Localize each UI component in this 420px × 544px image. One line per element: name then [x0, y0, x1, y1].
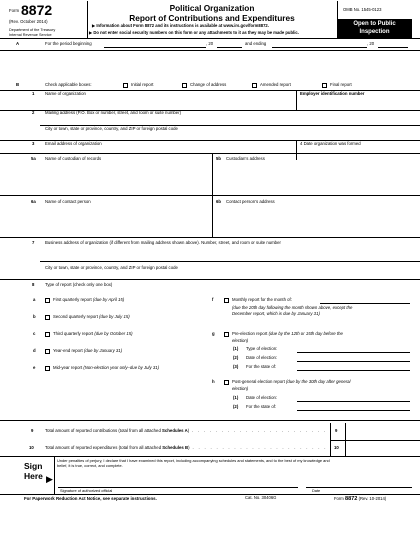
month-field[interactable] [320, 303, 410, 304]
signature-label: Signature of authorized official [60, 488, 113, 493]
line-b-letter: B [16, 82, 20, 87]
rule-3 [0, 153, 420, 154]
ein-label: Employer identification number [300, 91, 365, 96]
date-field[interactable] [306, 471, 412, 487]
line-8-number: 8 [32, 282, 35, 287]
pre-election-cont: election) [232, 338, 249, 343]
line-3-number: 3 [32, 141, 35, 146]
business-city-field[interactable] [45, 272, 410, 278]
signature-field[interactable] [58, 471, 298, 487]
initial-report-checkbox[interactable] [123, 83, 128, 88]
rule-3-v [296, 140, 297, 160]
mailing-city-field[interactable] [45, 133, 410, 139]
second-quarterly-label: Second quarterly report (due by July 15) [53, 314, 130, 319]
h-date-of-election-label: Date of election: [246, 395, 278, 400]
line-a-year2: , 20 [367, 41, 375, 46]
business-address-label: Business address of organization (if different from mailing address shown above). Number, street, and room or suite number [45, 240, 281, 245]
period-begin-field[interactable] [104, 47, 206, 48]
mailing-address-field[interactable] [45, 117, 410, 125]
period-end-year-field[interactable] [378, 47, 408, 48]
year-end-label: Year-end report (due by January 31) [53, 348, 123, 353]
rule-8 [0, 420, 420, 421]
g-date-of-election-label: Date of election: [246, 355, 278, 360]
warning-line: ▶ Do not enter social security numbers on this form or any attachments to it as they may be made public. [89, 30, 299, 35]
third-quarterly-label: Third quarterly report (due by October 15) [53, 331, 133, 336]
post-general-label: Post-general election report (due by the 30th day after general [232, 379, 351, 384]
total-expenditures-field[interactable] [346, 441, 412, 456]
org-name-label: Name of organization [45, 91, 86, 96]
contact-address-field[interactable] [216, 207, 412, 237]
amended-report-checkbox[interactable] [252, 83, 257, 88]
cat-number: Cat. No. 30406G [245, 495, 277, 500]
contact-address-label: Contact person’s address [226, 199, 275, 204]
custodian-name-label: Name of custodian of records [45, 156, 102, 161]
rule-sign [0, 494, 420, 495]
line-8h-letter: h [212, 379, 215, 384]
period-end-field[interactable] [272, 47, 367, 48]
line-8c-letter: c [33, 331, 36, 336]
custodian-name-field[interactable] [45, 164, 210, 194]
post-general-cont: election) [232, 386, 249, 391]
line-8f-letter: f [212, 297, 214, 302]
g-item2-num: (2) [233, 355, 239, 360]
line-8g-letter: g [212, 331, 215, 336]
form-number: 8872 [21, 2, 53, 18]
rule-6 [0, 237, 420, 238]
here-word: Here [24, 471, 43, 481]
line-9-box-label: 9 [335, 428, 338, 433]
amended-report-label: Amended report [260, 82, 291, 87]
line-6b-number: 6b [216, 199, 222, 204]
rule-5-v [212, 153, 213, 195]
line-10-number: 10 [29, 445, 34, 450]
line-9-number: 9 [31, 428, 34, 433]
ein-field[interactable] [298, 98, 412, 109]
rule-5 [0, 195, 420, 196]
line-1-number: 1 [32, 91, 35, 96]
line-5b-number: 5b [216, 156, 222, 161]
rule-7a [40, 261, 420, 262]
line-5a-number: 5a [31, 156, 36, 161]
inspection: Inspection [359, 29, 390, 35]
mid-year-checkbox[interactable] [45, 366, 50, 371]
line-10-text: Total amount of reported expenditures (total from all attached Schedules B) . . . . . . . . . . . . . . . . . . . . . . . [45, 445, 328, 450]
line-a-text: For the period beginning [45, 41, 92, 46]
g-type-of-election-label: Type of election: [246, 346, 278, 351]
sign-arrow-icon: ▶ [46, 474, 53, 484]
department: Department of the Treasury [9, 28, 56, 32]
line-8e-letter: e [33, 365, 36, 370]
g-state-label: For the state of: [246, 364, 277, 369]
g-date-of-election-field[interactable] [297, 361, 410, 362]
business-address-field[interactable] [45, 248, 410, 260]
custodian-address-field[interactable] [216, 164, 412, 194]
rule-a [0, 50, 420, 51]
period-begin-year-field[interactable] [217, 47, 242, 48]
form-title-line2: Report of Contributions and Expenditures [129, 13, 295, 23]
perjury-line1: Under penalties of perjury, I declare that I have examined this report, including accompanying schedules and statements, and to the best of my knowledge and [57, 458, 330, 463]
date-label: Date [312, 488, 321, 493]
change-of-address-checkbox[interactable] [182, 83, 187, 88]
agency: Internal Revenue Service [9, 33, 52, 37]
form-title-line1: Political Organization [169, 3, 255, 13]
line-6a-number: 6a [31, 199, 36, 204]
monthly-note-line1: (due the 20th day following the month shown above, except the [232, 305, 353, 310]
h-item2-num: (2) [233, 404, 239, 409]
header-bottom-rule [0, 38, 420, 39]
h-state-label: For the state of: [246, 404, 277, 409]
line-a-letter: A [16, 41, 20, 46]
first-quarterly-checkbox[interactable] [45, 298, 50, 303]
line-b-text: Check applicable boxes: [45, 82, 92, 87]
line-a-and-ending: and ending [245, 41, 267, 46]
rule-7 [0, 279, 420, 280]
g-type-of-election-field[interactable] [297, 352, 410, 353]
total-contributions-field[interactable] [346, 424, 412, 439]
perjury-line2: belief, it is true, correct, and complete. [57, 463, 123, 468]
final-report-label: Final report [330, 82, 352, 87]
line-8d-letter: d [33, 348, 36, 353]
revision: (Rev. October 2014) [9, 19, 48, 24]
date-formed-label: 4 Date organization was formed [300, 141, 361, 146]
line-2-number: 2 [32, 110, 35, 115]
email-label: Email address of organization [45, 141, 102, 146]
business-city-label: City or town, state or province, country, and ZIP or foreign postal code [45, 265, 178, 270]
third-quarterly-checkbox[interactable] [45, 332, 50, 337]
monthly-note-line2: December report, which is due by January 31) [232, 311, 320, 316]
h-item1-num: (1) [233, 395, 239, 400]
mailing-city-label: City or town, state or province, country, and ZIP or foreign postal code [45, 126, 178, 131]
year-end-checkbox[interactable] [45, 349, 50, 354]
report-type-label: Type of report (check only one box) [45, 282, 113, 287]
first-quarterly-label: First quarterly report (due by April 15) [53, 297, 125, 302]
h-date-of-election-field[interactable] [297, 401, 410, 402]
line-10-box-label: 10 [334, 445, 339, 450]
change-of-address-label: Change of address [190, 82, 227, 87]
line-8b-letter: b [33, 314, 36, 319]
rule-6-v [212, 195, 213, 237]
org-name-field[interactable] [45, 98, 294, 109]
contact-name-label: Name of contact person [45, 199, 91, 204]
g-item3-num: (3) [233, 364, 239, 369]
omb-number: OMB No. 1545-0123 [343, 7, 382, 12]
pre-election-label: Pre-election report (due by the 12th or 15th day before the [232, 331, 343, 336]
h-state-field[interactable] [297, 410, 410, 411]
line-9-text: Total amount of reported contributions (total from all attached Schedules A) . . . . . . . . . . . . . . . . . . . . . . . [45, 428, 327, 433]
monthly-report-label: Monthly report for the month of: [232, 297, 292, 302]
form-word: Form [9, 8, 20, 13]
line-7-number: 7 [32, 240, 35, 245]
sign-divider [54, 456, 55, 494]
final-report-checkbox[interactable] [322, 83, 327, 88]
line-a-year1: , 20 [206, 41, 214, 46]
paperwork-notice: For Paperwork Reduction Act Notice, see separate instructions. [24, 496, 157, 501]
post-general-checkbox[interactable] [224, 380, 229, 385]
footer-form-ref: Form 8872 (Rev. 10-2014) [334, 496, 387, 502]
rule-10 [0, 456, 420, 457]
second-quarterly-checkbox[interactable] [45, 315, 50, 320]
initial-report-label: Initial report [131, 82, 154, 87]
monthly-report-checkbox[interactable] [224, 298, 229, 303]
sign-word: Sign [24, 461, 43, 471]
mailing-address-label: Mailing address (P.O. Box or number, street, and room or suite number) [45, 110, 182, 115]
rule-1-v [296, 90, 297, 110]
line-8a-letter: a [33, 297, 36, 302]
info-line: ▶ Information about Form 8872 and its instructions is available at www.irs.gov/form8872. [92, 23, 269, 28]
g-item1-num: (1) [233, 346, 239, 351]
pre-election-checkbox[interactable] [224, 332, 229, 337]
date-line [306, 487, 412, 488]
mid-year-label: Mid-year report (Non-election year only–due by July 31) [53, 365, 160, 370]
open-to-public: Open to Public [353, 21, 396, 27]
contact-name-field[interactable] [45, 207, 210, 237]
g-state-field[interactable] [297, 370, 410, 371]
custodian-address-label: Custodian’s address [226, 156, 265, 161]
